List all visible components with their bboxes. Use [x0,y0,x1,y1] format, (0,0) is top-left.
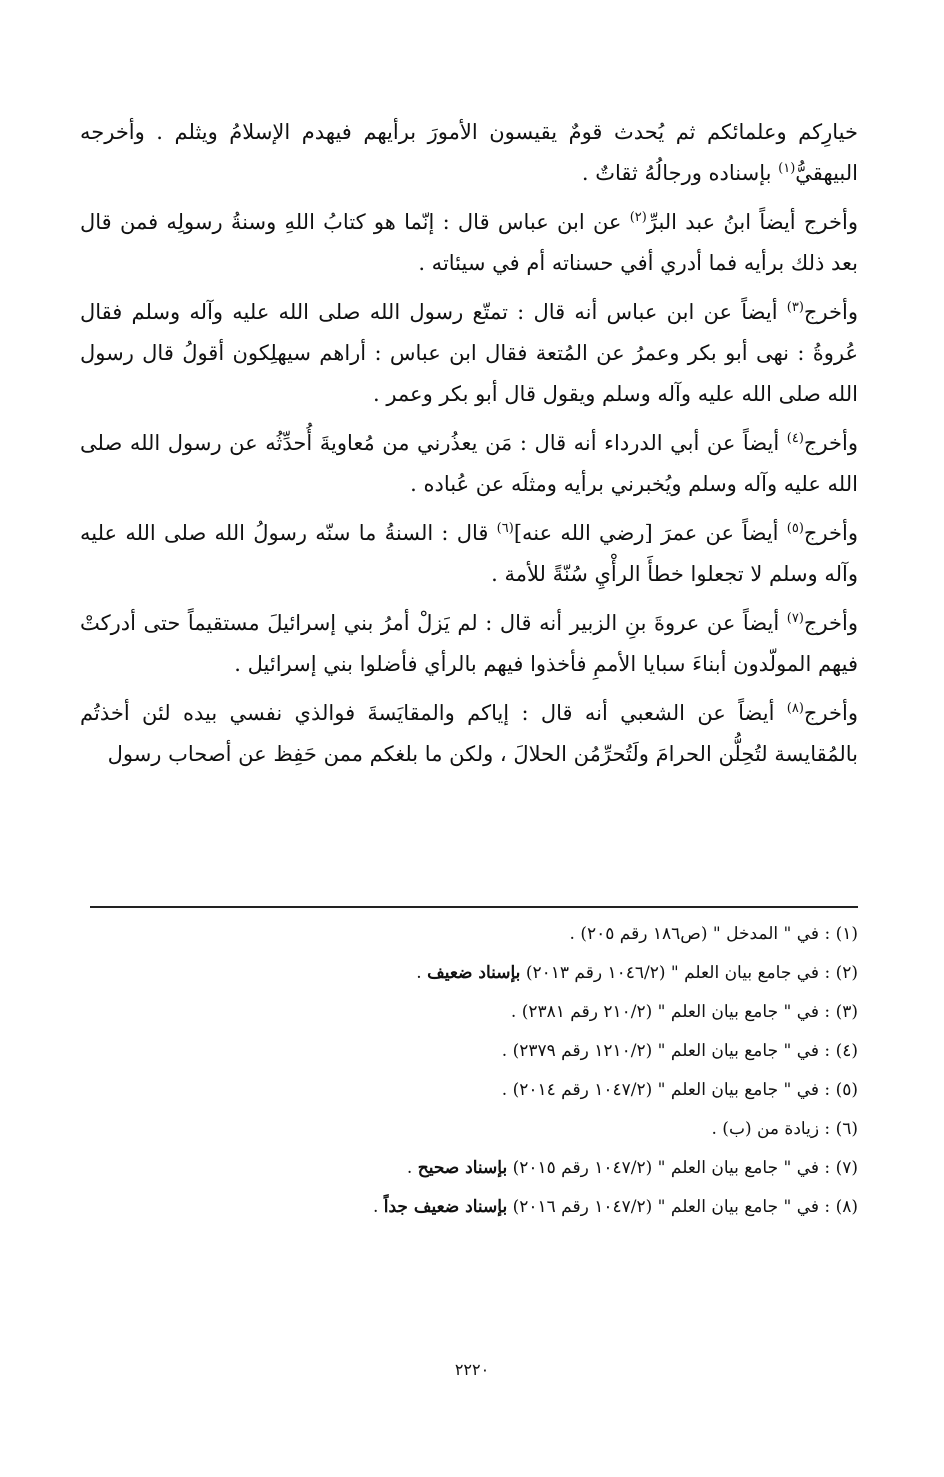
footnote-marker: (٨) [786,701,804,716]
footnote-item [120,961,858,985]
footnote-grading: بإسناد صحيح [417,1158,508,1178]
main-text-body [80,112,858,775]
paragraph-text: وأخرج [803,431,858,455]
footnote-text: : في " جامع بيان العلم " (١٠٤٧/٢ رقم ٢٠١٥) [507,1158,836,1178]
footnote-text: : في جامع بيان العلم " (١٠٤٦/٢ رقم ٢٠١٣) [520,963,836,983]
paragraph-text: بإسناده ورجالُهُ ثقاتٌ . [581,161,779,185]
footnote-grading: بإسناد ضعيف [427,963,521,983]
footnote-number: (١) [835,924,858,944]
footnote-text: : في " جامع بيان العلم " (١٢١٠/٢ رقم ٢٣٧٩) . [501,1041,836,1061]
footnote-marker: (١) [778,161,796,176]
footnote-item [120,1195,858,1219]
paragraph-text: وأخرج [803,701,858,725]
footnote-item [120,1156,858,1180]
footnote-grading: بإسناد ضعيف جداً [383,1197,508,1217]
paragraph-text: أيضاً عن عمرَ [رضي الله عنه] [513,521,787,545]
paragraph-text: أيضاً عن عروةَ بنِ الزبير أنه قال : لم يَزلْ أمرُ بني إسرائيلَ مستقيماً حتى أدركتْ فيهم المولّدون أبناءَ سبايا الأممِ فأخذوا فيهم بالرأي فأضلوا بني إسرائيل . [80,611,858,676]
footnote-tail: . [416,963,428,983]
footnote-item [120,1000,858,1024]
footnote-marker: (٣) [786,300,804,315]
footnote-number: (٧) [835,1158,858,1178]
footnote-number: (٥) [835,1080,858,1100]
footnote-number: (٢) [835,963,858,983]
footnote-text: : زيادة من (ب) . [711,1119,836,1139]
footnote-item [120,1039,858,1063]
paragraph-p2 [80,202,858,284]
paragraph-text: عن ابن عباس قال : إنّما هو كتابُ اللهِ وسنةُ رسولِه فمن قال بعد ذلك برأيه فما أدري أفي حسناته أم في سيئاته . [80,210,858,275]
footnote-number: (٣) [835,1002,858,1022]
footnote-text: : في " جامع بيان العلم " (٢١٠/٢ رقم ٢٣٨١) . [510,1002,836,1022]
paragraph-text: وأخرج أيضاً ابنُ عبد البرِّ [646,210,858,234]
paragraph-text: أيضاً عن أبي الدرداء أنه قال : مَن يعذُرني من مُعاويةَ أُحدِّثُه عن رسول الله صلى الله عليه وآله وسلم ويُخبرني برأيه ومثلَه عن عُباده . [80,431,858,496]
paragraph-p4 [80,423,858,505]
footnote-marker: (٧) [786,611,804,626]
footnote-item [120,922,858,946]
paragraph-text: وأخرج [803,300,858,324]
footnote-marker: (٤) [786,431,804,446]
paragraph-text: قال : السنةُ ما سنّه رسولُ الله صلى الله عليه وآله وسلم لا تجعلوا خطأَ الرأْيِ سُنّةً للأمة . [80,521,858,586]
footnote-marker: (٥) [786,521,804,536]
footnote-number: (٦) [835,1119,858,1139]
footnote-text: : في " المدخل " (ص١٨٦ رقم ٢٠٥) . [569,924,836,944]
footnotes-section [120,922,858,1234]
paragraph-text: أيضاً عن الشعبي أنه قال : إياكم والمقايَسةَ فوالذي نفسي بيده لئن أخذتُم بالمُقايسة لتُحِلُّن الحرامَ ولَتُحرِّمُن الحلالَ ، ولكن ما بلغكم ممن حَفِظ عن أصحاب رسول [80,701,858,766]
paragraph-text: أيضاً عن ابن عباس أنه قال : تمتّع رسول الله صلى الله عليه وآله وسلم فقال عُروةُ : نهى أبو بكر وعمرُ عن المُتعة فقال ابن عباس : أراهم سيهلِكون أقولُ قال رسول الله صلى الله عليه وآله وسلم ويقول قال أبو بكر وعمر . [80,300,858,406]
footnote-marker: (٢) [629,210,647,225]
footnote-item [120,1078,858,1102]
footnote-item [120,1117,858,1141]
paragraph-p7 [80,693,858,775]
footnote-number: (٨) [835,1197,858,1217]
paragraph-p6 [80,603,858,685]
footnote-tail: . [406,1158,418,1178]
page-number: ٢٢٢٠ [454,1360,490,1379]
footnote-separator-line [90,906,858,908]
paragraph-p1 [80,112,858,194]
paragraph-text: وأخرج [803,521,858,545]
paragraph-text: خيارِكم وعلمائكم ثم يُحدث قومٌ يقيسون الأمورَ برأيهم فيهدم الإسلامُ ويثلم . وأخرجه البيهقيُّ [80,120,858,185]
footnote-text: : في " جامع بيان العلم " (١٠٤٧/٢ رقم ٢٠١٦) [507,1197,836,1217]
footnote-marker: (٦) [496,521,514,536]
footnote-text: : في " جامع بيان العلم " (١٠٤٧/٢ رقم ٢٠١٤) . [501,1080,836,1100]
paragraph-p5 [80,513,858,595]
paragraph-p3 [80,292,858,415]
footnote-tail: . [372,1197,384,1217]
paragraph-text: وأخرج [803,611,858,635]
footnote-number: (٤) [835,1041,858,1061]
